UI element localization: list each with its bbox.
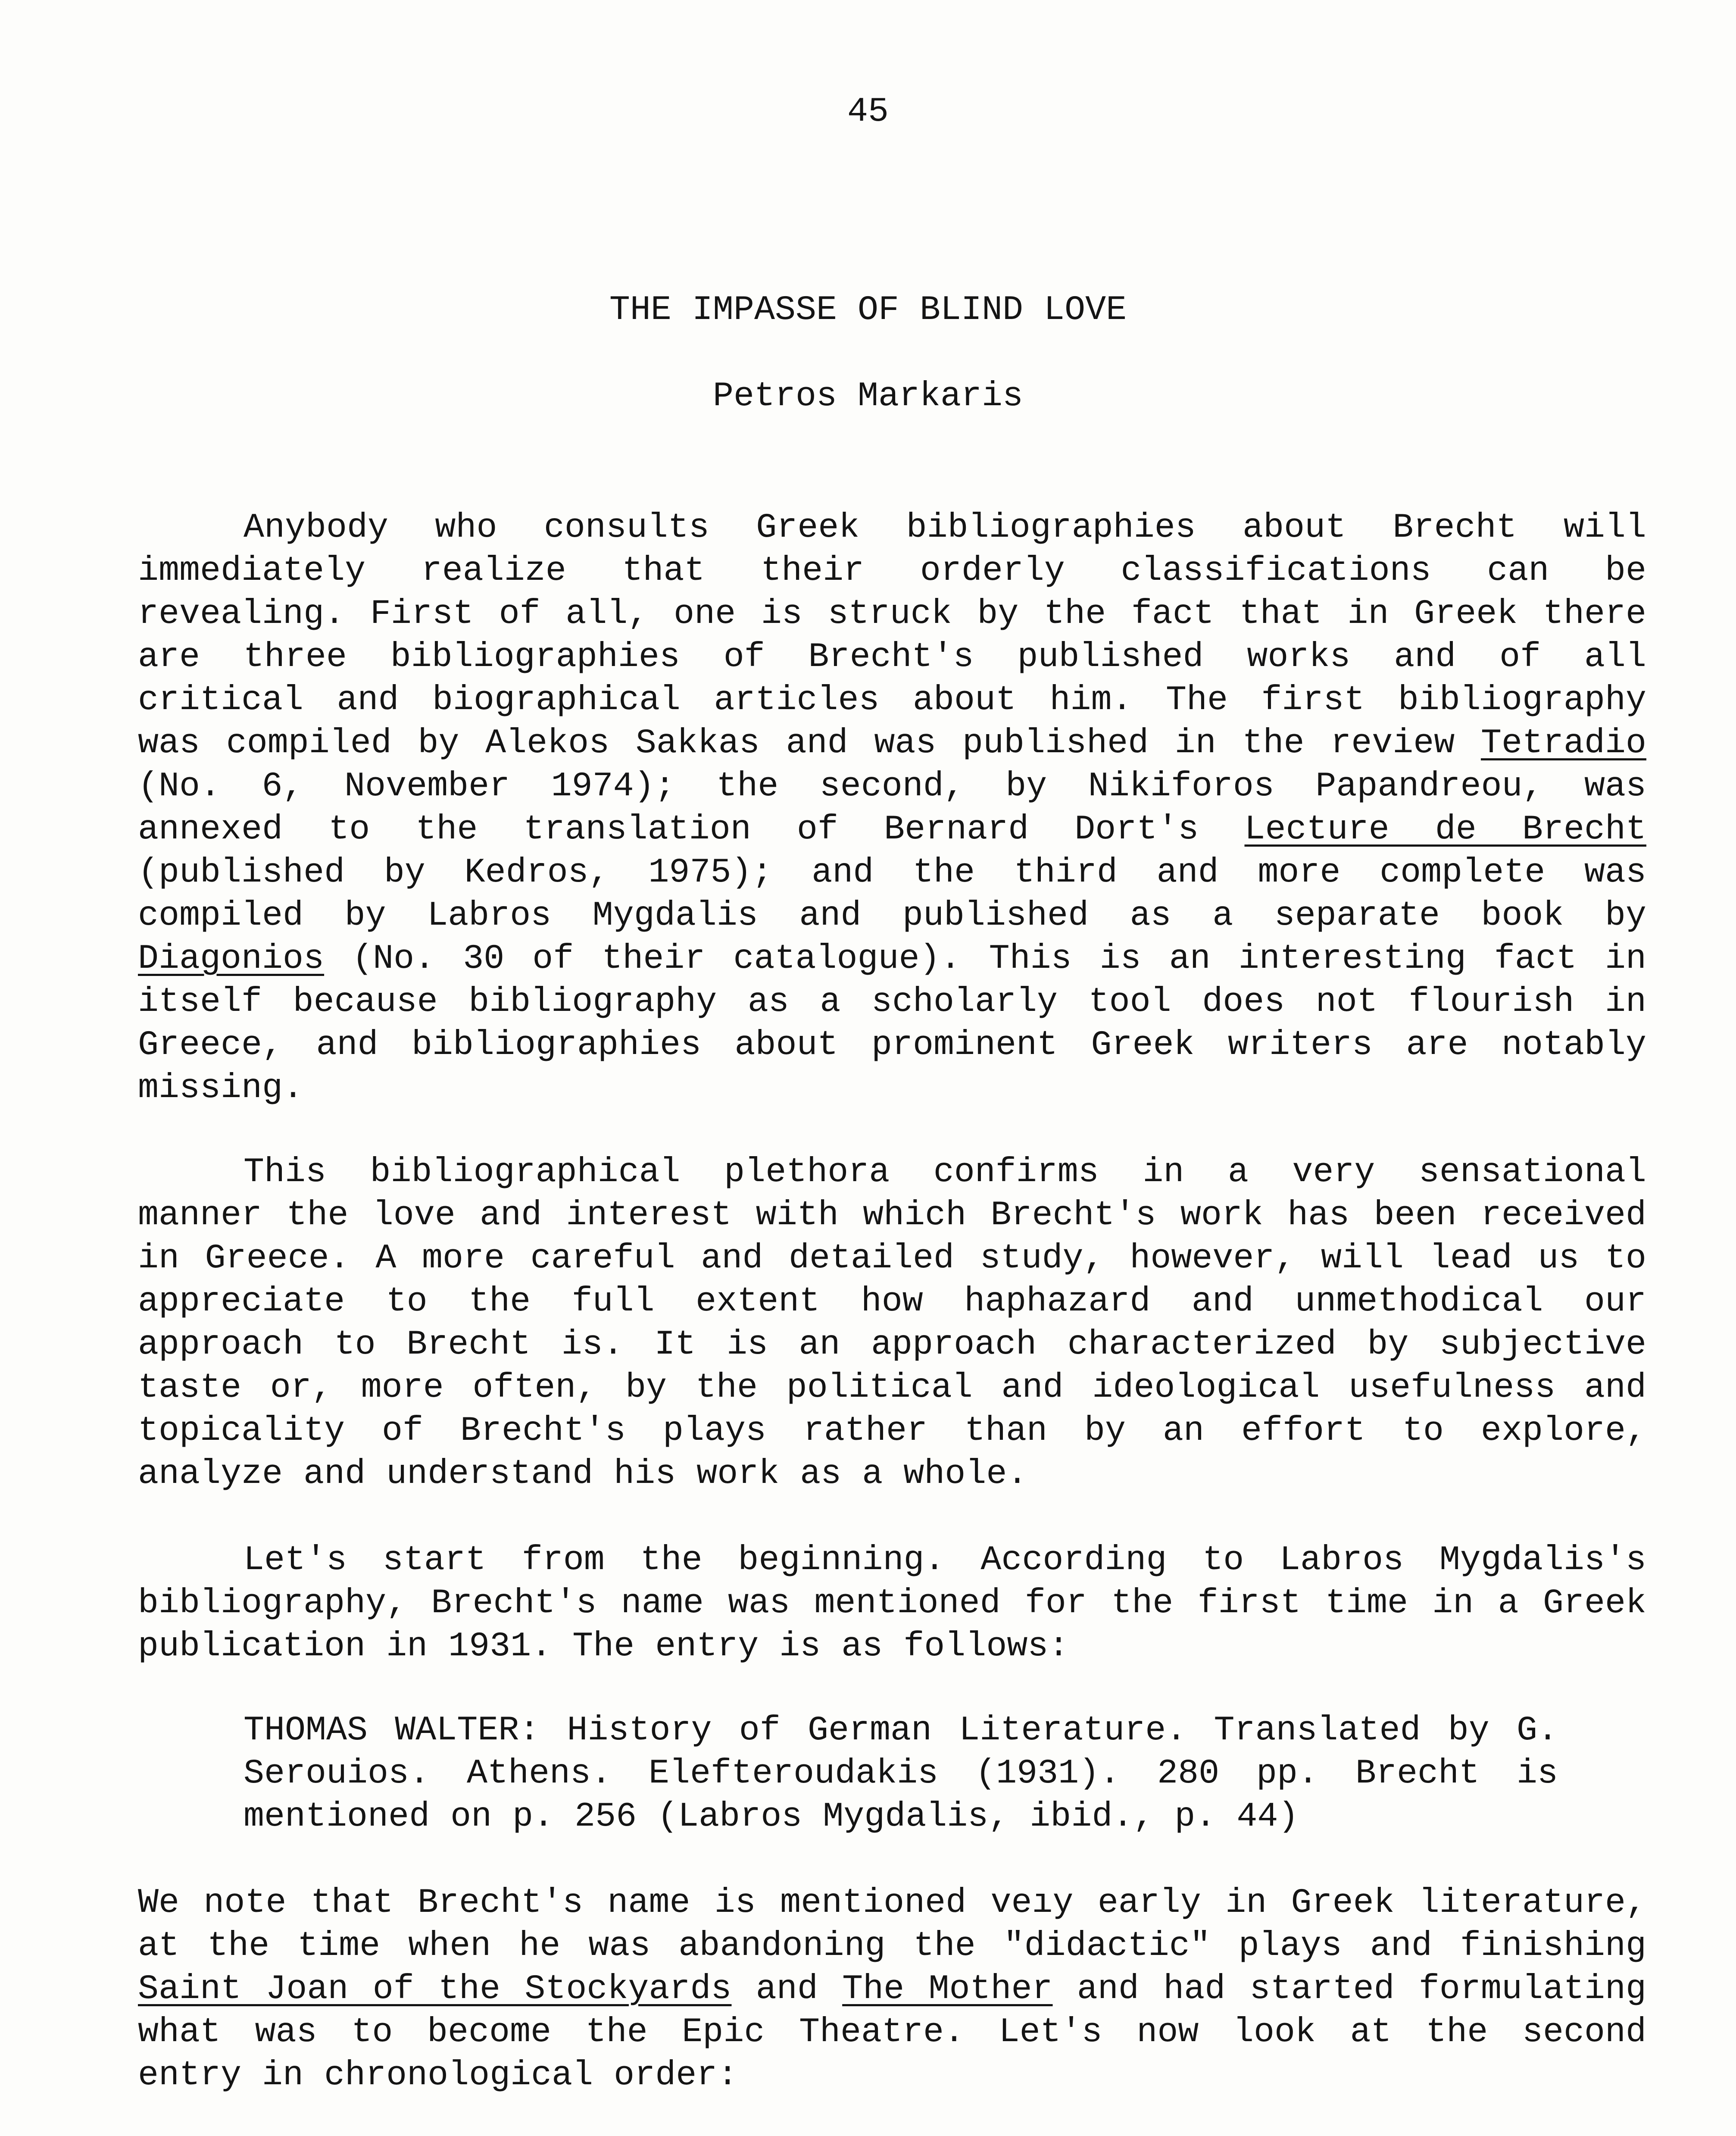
text-line: We note that Brecht's name is mentioned veıy early in Greek literature,	[138, 1883, 1646, 1923]
text-line: Greece, and bibliographies about prominent Greek writers are notably	[138, 1026, 1646, 1065]
article-author: Petros Markaris	[712, 377, 1024, 416]
text-line: publication in 1931. The entry is as follows:	[138, 1627, 1069, 1666]
underlined-title: Diagonios	[138, 939, 325, 979]
underlined-title: Lecture de Brecht	[1244, 810, 1646, 849]
underlined-title: The Mother	[842, 1970, 1053, 2009]
text-line	[138, 808, 1646, 851]
article-title: THE IMPASSE OF BLIND LOVE	[609, 291, 1127, 330]
text-segment: annexed to the translation of Bernard Dort's	[138, 810, 1199, 849]
paragraph-1	[138, 507, 1646, 1110]
text-line: revealing. First of all, one is struck by the fact that in Greek there	[138, 594, 1646, 634]
text-line: compiled by Labros Mygdalis and published as a separate book by	[138, 896, 1646, 935]
text-line: at the time when he was abandoning the "didactic" plays and finishing	[138, 1926, 1646, 1966]
page-number: 45	[847, 92, 889, 131]
text-line: what was to become the Epic Theatre. Let's now look at the second	[138, 2013, 1646, 2052]
text-line: Anybody who consults Greek bibliographies about Brecht will	[244, 508, 1646, 547]
underlined-title: Tetradio	[1480, 724, 1646, 763]
text-line: entry in chronological order:	[138, 2056, 738, 2095]
text-line: missing.	[138, 1069, 304, 1108]
paragraph-3	[138, 1539, 1646, 1668]
text-line: itself because bibliography as a scholarly tool does not flourish in	[138, 982, 1646, 1022]
text-line: (No. 6, November 1974); the second, by Nikiforos Papandreou, was	[138, 767, 1646, 806]
text-line	[138, 722, 1646, 765]
text-line: are three bibliographies of Brecht's published works and of all	[138, 638, 1646, 677]
text-segment: and had started formulating	[1077, 1970, 1647, 2009]
text-line: in Greece. A more careful and detailed study, however, will lead us to	[138, 1239, 1646, 1278]
text-line: immediately realize that their orderly classifications can be	[138, 551, 1646, 591]
text-line: appreciate to the full extent how haphazard and unmethodical our	[138, 1282, 1646, 1321]
text-line: topicality of Brecht's plays rather than by an effort to explore,	[138, 1411, 1646, 1451]
text-line: (published by Kedros, 1975); and the third and more complete was	[138, 853, 1646, 892]
underlined-title: Saint Joan of the Stockyards	[138, 1970, 732, 2009]
text-line: This bibliographical plethora confirms in a very sensational	[244, 1153, 1646, 1192]
text-line: approach to Brecht is. It is an approach characterized by subjective	[138, 1325, 1646, 1364]
text-line: analyze and understand his work as a whole.	[138, 1454, 1028, 1494]
text-line: mentioned on p. 256 (Labros Mygdalis, ibid., p. 44)	[244, 1797, 1299, 1836]
text-line	[138, 1968, 1646, 2011]
text-line: critical and biographical articles about him. The first bibliography	[138, 681, 1646, 720]
text-segment: and	[756, 1970, 818, 2009]
text-line	[138, 938, 1646, 981]
text-line: Serouios. Athens. Elefteroudakis (1931). 280 pp. Brecht is	[244, 1754, 1558, 1793]
text-line: THOMAS WALTER: History of German Literature. Translated by G.	[244, 1711, 1558, 1750]
text-line: bibliography, Brecht's name was mentioned for the first time in a Greek	[138, 1584, 1646, 1623]
text-line: manner the love and interest with which Brecht's work has been received	[138, 1196, 1646, 1235]
text-line: taste or, more often, by the political and ideological usefulness and	[138, 1368, 1646, 1407]
bibliography-entry	[244, 1709, 1558, 1839]
paragraph-2	[138, 1151, 1646, 1496]
text-segment: (No. 30 of their catalogue). This is an interesting fact in	[352, 939, 1646, 979]
paragraph-4	[138, 1882, 1646, 2097]
text-line: Let's start from the beginning. According to Labros Mygdalis's	[244, 1541, 1646, 1580]
text-segment: was compiled by Alekos Sakkas and was published in the review	[138, 724, 1455, 763]
